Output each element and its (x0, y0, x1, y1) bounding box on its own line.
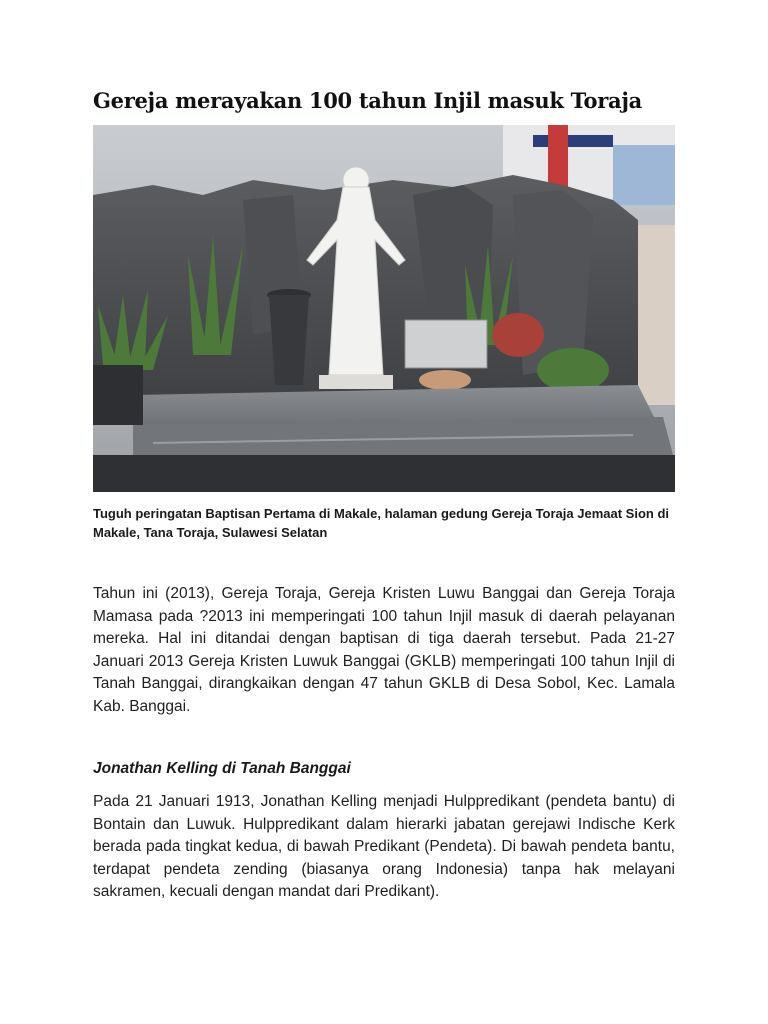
photo-caption: Tuguh peringatan Baptisan Pertama di Makale, halaman gedung Gereja Toraja Jemaat Sion di Makale, Tana Toraja, Sulawesi Selatan (93, 506, 669, 540)
statue-monument-icon (93, 125, 675, 492)
section-heading: Jonathan Kelling di Tanah Banggai (93, 760, 351, 777)
statue-photo (93, 125, 675, 492)
article-title: Gereja merayakan 100 tahun Injil masuk Toraja (93, 88, 642, 113)
paragraph-intro: Tahun ini (2013), Gereja Toraja, Gereja Kristen Luwu Banggai dan Gereja Toraja Mamasa pada ?2013 ini memperingati 100 tahun Injil masuk di daerah pelayanan mereka. Hal ini ditandai dengan baptisan di tiga daerah tersebut. Pada 21-27 Januari 2013 Gereja Kristen Luwuk Banggai (GKLB) memperingati 100 tahun Injil di Tanah Banggai, dirangkaikan dengan 47 tahun GKLB di Desa Sobol, Kec. Lamala Kab. Banggai. (93, 585, 675, 715)
paragraph-kelling: Pada 21 Januari 1913, Jonathan Kelling menjadi Hulppredikant (pendeta bantu) di Bontain dan Luwuk. Hulppredikant dalam hierarki jabatan gerejawi Indische Kerk berada pada tingkat kedua, di bawah Predikant (Pendeta). Di bawah pendeta bantu, terdapat pendeta zending (biasanya orang Indonesia) tanpa hak melayani sakramen, kecuali dengan mandat dari Predikant). (93, 793, 675, 901)
